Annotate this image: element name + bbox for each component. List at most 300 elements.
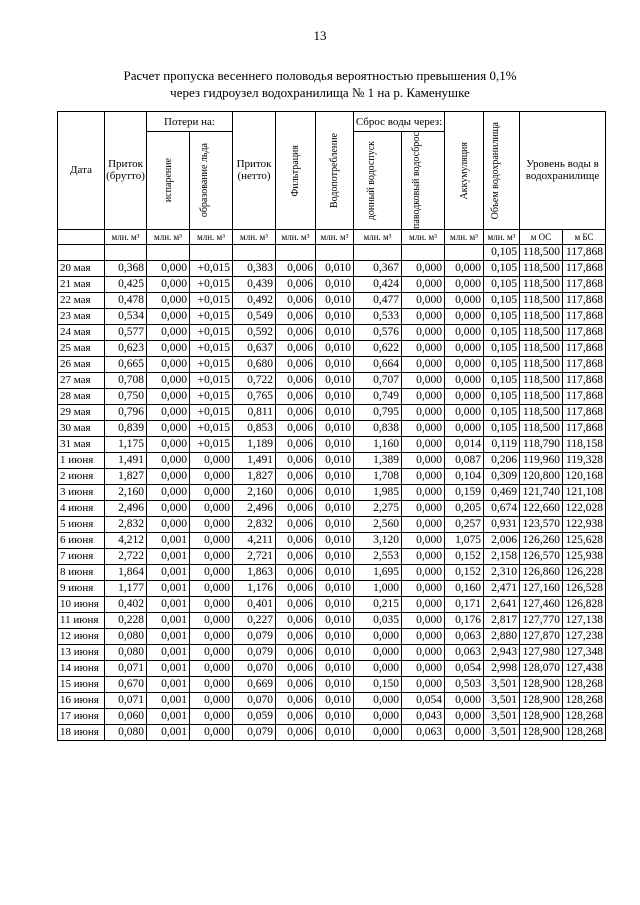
table-cell: 117,868 — [563, 260, 606, 276]
table-cell: 0,796 — [105, 404, 147, 420]
table-cell: 0,000 — [402, 404, 445, 420]
table-cell: 0,503 — [445, 676, 484, 692]
table-cell: 0,000 — [190, 676, 233, 692]
table-cell: 127,460 — [520, 596, 563, 612]
table-row — [58, 676, 606, 692]
table-cell: 0,000 — [402, 660, 445, 676]
table-cell: 118,500 — [520, 420, 563, 436]
table-cell: 0,549 — [233, 308, 276, 324]
table-cell: 0,006 — [276, 340, 316, 356]
table-cell: +0,015 — [190, 436, 233, 452]
table-cell: 0,080 — [105, 644, 147, 660]
table-cell — [190, 244, 233, 260]
table-cell: 0,006 — [276, 548, 316, 564]
header-discharge: Сброс воды через: — [354, 112, 445, 132]
table-cell: 0,000 — [190, 660, 233, 676]
table-cell: 0,000 — [402, 612, 445, 628]
table-cell: 0,006 — [276, 532, 316, 548]
table-cell: 0,035 — [354, 612, 402, 628]
table-cell: 0,105 — [484, 420, 520, 436]
table-cell: 0,000 — [445, 308, 484, 324]
header-bottom-outlet — [354, 132, 402, 230]
table-cell: 0,000 — [147, 276, 190, 292]
table-row — [58, 660, 606, 676]
table-cell: 1,160 — [354, 436, 402, 452]
table-row — [58, 292, 606, 308]
table-cell: 0,206 — [484, 452, 520, 468]
table-cell: 0,367 — [354, 260, 402, 276]
table-cell: 0,010 — [316, 436, 354, 452]
table-cell: +0,015 — [190, 260, 233, 276]
table-cell: 2,721 — [233, 548, 276, 564]
table-cell: 0,105 — [484, 292, 520, 308]
table-cell: 0,577 — [105, 324, 147, 340]
date-cell: 29 мая — [58, 404, 105, 420]
table-cell: 0,402 — [105, 596, 147, 612]
table-cell: 128,268 — [563, 708, 606, 724]
table-cell: 2,496 — [233, 500, 276, 516]
table-row — [58, 356, 606, 372]
table-cell: 0,707 — [354, 372, 402, 388]
table-cell: 1,708 — [354, 468, 402, 484]
units-cell: млн. м³ — [276, 229, 316, 244]
table-cell: 4,211 — [233, 532, 276, 548]
header-ice-formation — [190, 132, 233, 230]
table-cell: 0,071 — [105, 692, 147, 708]
table-cell: 0,469 — [484, 484, 520, 500]
table-cell: 0,001 — [147, 612, 190, 628]
table-cell: 0,000 — [147, 356, 190, 372]
table-cell: 0,000 — [402, 276, 445, 292]
table-cell: 0,000 — [147, 468, 190, 484]
table-cell: 128,900 — [520, 692, 563, 708]
header-volume — [484, 112, 520, 230]
table-cell: 0,001 — [147, 532, 190, 548]
table-cell: 0,000 — [190, 516, 233, 532]
table-row — [58, 500, 606, 516]
table-cell: 2,641 — [484, 596, 520, 612]
table-cell — [58, 244, 105, 260]
table-cell: 0,669 — [233, 676, 276, 692]
table-cell: 0,060 — [105, 708, 147, 724]
table-cell: 118,790 — [520, 436, 563, 452]
table-cell: 0,665 — [105, 356, 147, 372]
table-cell: 0,000 — [402, 484, 445, 500]
date-cell: 21 мая — [58, 276, 105, 292]
table-cell: 0,708 — [105, 372, 147, 388]
table-cell: 2,722 — [105, 548, 147, 564]
table-cell: 0,853 — [233, 420, 276, 436]
table-cell: 0,000 — [190, 644, 233, 660]
table-row — [58, 276, 606, 292]
table-cell: 0,000 — [190, 628, 233, 644]
table-cell: 0,623 — [105, 340, 147, 356]
table-cell: 0,010 — [316, 660, 354, 676]
units-cell: млн. м³ — [190, 229, 233, 244]
table-cell: 2,943 — [484, 644, 520, 660]
table-cell: 0,080 — [105, 724, 147, 740]
table-cell: 1,695 — [354, 564, 402, 580]
header-bottom-outlet-text: донный водоспуск — [365, 140, 377, 221]
table-cell: +0,015 — [190, 324, 233, 340]
table-cell: 128,268 — [563, 692, 606, 708]
table-cell: 3,501 — [484, 676, 520, 692]
table-cell: 0,001 — [147, 660, 190, 676]
table-cell: 1,985 — [354, 484, 402, 500]
date-cell: 12 июня — [58, 628, 105, 644]
table-cell: 0,010 — [316, 644, 354, 660]
table-cell: 0,006 — [276, 372, 316, 388]
header-flood-spillway — [402, 132, 445, 230]
header-filtration-text: Фильтрация — [290, 144, 301, 197]
table-cell: 0,159 — [445, 484, 484, 500]
initial-level-bs: 117,868 — [563, 244, 606, 260]
table-cell: 118,500 — [520, 388, 563, 404]
table-cell: 117,868 — [563, 292, 606, 308]
table-cell: 126,570 — [520, 548, 563, 564]
table-cell: 121,108 — [563, 484, 606, 500]
units-cell: млн. м³ — [316, 229, 354, 244]
table-cell: 0,000 — [147, 340, 190, 356]
table-cell: 0,000 — [402, 628, 445, 644]
table-cell: 0,006 — [276, 468, 316, 484]
initial-level-os: 118,500 — [520, 244, 563, 260]
table-cell: 0,105 — [484, 356, 520, 372]
table-cell: 0,006 — [276, 324, 316, 340]
date-cell: 28 мая — [58, 388, 105, 404]
table-cell: 0,010 — [316, 420, 354, 436]
table-cell: 0,010 — [316, 564, 354, 580]
date-cell: 4 июня — [58, 500, 105, 516]
table-cell: 0,006 — [276, 436, 316, 452]
units-cell: млн. м³ — [233, 229, 276, 244]
table-row — [58, 436, 606, 452]
table-cell: 1,176 — [233, 580, 276, 596]
table-cell: 0,000 — [147, 500, 190, 516]
table-cell: 120,168 — [563, 468, 606, 484]
table-cell: 0,000 — [402, 548, 445, 564]
table-cell: 2,160 — [233, 484, 276, 500]
table-cell: 0,765 — [233, 388, 276, 404]
table-cell: 0,006 — [276, 516, 316, 532]
table-cell: 0,006 — [276, 260, 316, 276]
table-cell: 0,000 — [147, 404, 190, 420]
table-cell: 117,868 — [563, 404, 606, 420]
table-cell: 0,000 — [402, 516, 445, 532]
table-cell — [316, 244, 354, 260]
date-cell: 30 мая — [58, 420, 105, 436]
table-cell: 0,592 — [233, 324, 276, 340]
date-cell: 18 июня — [58, 724, 105, 740]
table-cell: +0,015 — [190, 356, 233, 372]
table-cell: +0,015 — [190, 276, 233, 292]
table-row — [58, 388, 606, 404]
table-cell: 0,001 — [147, 580, 190, 596]
table-cell: 0,063 — [445, 628, 484, 644]
date-cell: 16 июня — [58, 692, 105, 708]
table-cell: 0,000 — [354, 628, 402, 644]
table-cell: 0,006 — [276, 276, 316, 292]
table-cell: 126,528 — [563, 580, 606, 596]
table-cell: 0,006 — [276, 628, 316, 644]
header-ice-formation-text: образование льда — [199, 143, 210, 218]
date-cell: 10 июня — [58, 596, 105, 612]
table-cell: 0,105 — [484, 404, 520, 420]
table-cell: 1,189 — [233, 436, 276, 452]
table-cell: 0,000 — [147, 516, 190, 532]
table-cell: 0,000 — [445, 292, 484, 308]
table-cell — [233, 244, 276, 260]
table-cell: 127,348 — [563, 644, 606, 660]
table-cell: 0,000 — [354, 660, 402, 676]
header-date: Дата — [58, 112, 105, 230]
table-cell: 1,827 — [105, 468, 147, 484]
table-cell: 0,054 — [445, 660, 484, 676]
table-cell: +0,015 — [190, 404, 233, 420]
table-cell: 0,000 — [445, 340, 484, 356]
table-cell: 0,368 — [105, 260, 147, 276]
table-cell: 0,006 — [276, 612, 316, 628]
table-cell: 0,000 — [445, 692, 484, 708]
units-cell: м ОС — [520, 229, 563, 244]
table-cell: 127,980 — [520, 644, 563, 660]
initial-state-row — [58, 244, 606, 260]
table-row — [58, 452, 606, 468]
table-cell — [354, 244, 402, 260]
header-volume-text: Объем водохранилища — [489, 121, 501, 220]
table-cell: 122,660 — [520, 500, 563, 516]
table-cell: 117,868 — [563, 340, 606, 356]
table-cell: 0,006 — [276, 500, 316, 516]
table-cell: 0,000 — [402, 356, 445, 372]
table-cell: +0,015 — [190, 372, 233, 388]
table-cell: 0,063 — [445, 644, 484, 660]
table-cell: 0,000 — [354, 724, 402, 740]
table-cell: 0,637 — [233, 340, 276, 356]
table-cell: 1,175 — [105, 436, 147, 452]
table-cell: 0,006 — [276, 580, 316, 596]
table-cell: 2,560 — [354, 516, 402, 532]
page-number: 13 — [313, 28, 327, 43]
table-cell: 0,160 — [445, 580, 484, 596]
table-cell: 0,105 — [484, 308, 520, 324]
table-row — [58, 692, 606, 708]
table-cell: 128,070 — [520, 660, 563, 676]
table-cell: 0,006 — [276, 292, 316, 308]
table-cell: 0,000 — [445, 404, 484, 420]
table-cell: 0,000 — [190, 612, 233, 628]
table-cell: 0,478 — [105, 292, 147, 308]
table-cell: 0,001 — [147, 596, 190, 612]
table-cell: 0,105 — [484, 276, 520, 292]
table-cell: +0,015 — [190, 388, 233, 404]
table-cell: 2,006 — [484, 532, 520, 548]
table-cell: 0,622 — [354, 340, 402, 356]
table-cell: 0,010 — [316, 596, 354, 612]
table-cell: 0,010 — [316, 500, 354, 516]
table-cell: 0,722 — [233, 372, 276, 388]
table-cell: 0,000 — [147, 388, 190, 404]
table-cell: 0,670 — [105, 676, 147, 692]
table-cell: 0,010 — [316, 388, 354, 404]
table-cell: 0,000 — [147, 308, 190, 324]
table-cell: 0,079 — [233, 628, 276, 644]
table-cell: 122,028 — [563, 500, 606, 516]
table-cell: 3,501 — [484, 724, 520, 740]
table-row — [58, 340, 606, 356]
date-cell: 22 мая — [58, 292, 105, 308]
table-cell: 125,938 — [563, 548, 606, 564]
table-cell — [147, 244, 190, 260]
table-cell: 0,680 — [233, 356, 276, 372]
table-cell: 0,014 — [445, 436, 484, 452]
table-cell: 0,010 — [316, 532, 354, 548]
table-cell: 4,212 — [105, 532, 147, 548]
table-cell: 0,000 — [402, 580, 445, 596]
table-cell: 0,000 — [402, 324, 445, 340]
table-cell: 118,500 — [520, 324, 563, 340]
table-cell: 1,075 — [445, 532, 484, 548]
title-line-2: через гидроузел водохранилища № 1 на р. Каменушке — [170, 85, 470, 100]
table-cell: 0,010 — [316, 452, 354, 468]
table-cell: 122,938 — [563, 516, 606, 532]
table-row — [58, 372, 606, 388]
table-row — [58, 708, 606, 724]
table-row — [58, 644, 606, 660]
date-cell: 9 июня — [58, 580, 105, 596]
table-cell: 0,000 — [190, 452, 233, 468]
table-cell: 0,000 — [402, 596, 445, 612]
table-cell: 0,534 — [105, 308, 147, 324]
header-flood-spillway-text: паводковый водосброс — [411, 132, 422, 229]
date-cell: 26 мая — [58, 356, 105, 372]
table-cell: 0,000 — [147, 484, 190, 500]
table-cell: 0,000 — [402, 564, 445, 580]
table-cell: 0,750 — [105, 388, 147, 404]
table-cell: 0,079 — [233, 724, 276, 740]
table-cell: 126,260 — [520, 532, 563, 548]
table-cell: 127,238 — [563, 628, 606, 644]
date-cell: 2 июня — [58, 468, 105, 484]
table-cell: 128,268 — [563, 724, 606, 740]
table-row — [58, 516, 606, 532]
table-cell: 0,576 — [354, 324, 402, 340]
date-cell: 15 июня — [58, 676, 105, 692]
table-cell: 117,868 — [563, 372, 606, 388]
table-cell: 0,010 — [316, 580, 354, 596]
header-evaporation — [147, 132, 190, 230]
table-cell: 0,839 — [105, 420, 147, 436]
table-cell: 0,257 — [445, 516, 484, 532]
table-cell: 0,424 — [354, 276, 402, 292]
table-cell: 126,228 — [563, 564, 606, 580]
table-cell: 0,087 — [445, 452, 484, 468]
table-cell: 118,500 — [520, 340, 563, 356]
table-cell: 0,795 — [354, 404, 402, 420]
table-cell: 0,439 — [233, 276, 276, 292]
table-cell: 0,010 — [316, 292, 354, 308]
table-cell: 0,811 — [233, 404, 276, 420]
table-cell: 0,105 — [484, 260, 520, 276]
table-cell: 0,063 — [402, 724, 445, 740]
table-cell: 0,176 — [445, 612, 484, 628]
table-cell: 0,000 — [354, 692, 402, 708]
date-cell: 5 июня — [58, 516, 105, 532]
date-cell: 24 мая — [58, 324, 105, 340]
table-cell: 2,275 — [354, 500, 402, 516]
table-cell: 1,389 — [354, 452, 402, 468]
date-cell: 27 мая — [58, 372, 105, 388]
table-cell: 0,533 — [354, 308, 402, 324]
table-cell: 0,006 — [276, 484, 316, 500]
table-cell: 2,160 — [105, 484, 147, 500]
table-cell: 127,870 — [520, 628, 563, 644]
table-cell: 0,171 — [445, 596, 484, 612]
table-cell: 0,006 — [276, 676, 316, 692]
table-row — [58, 420, 606, 436]
table-cell: 0,477 — [354, 292, 402, 308]
table-cell: 1,000 — [354, 580, 402, 596]
date-cell: 13 июня — [58, 644, 105, 660]
table-cell: 0,000 — [147, 436, 190, 452]
table-cell: 0,070 — [233, 660, 276, 676]
table-cell: 0,000 — [190, 580, 233, 596]
units-cell-date — [58, 229, 105, 244]
table-cell: 0,000 — [402, 340, 445, 356]
header-water-level: Уровень воды в водохранилище — [520, 112, 606, 230]
table-cell: 0,000 — [354, 644, 402, 660]
table-cell: 0,000 — [147, 324, 190, 340]
header-accumulation-text: Аккумуляция — [458, 141, 470, 200]
table-cell: 0,001 — [147, 692, 190, 708]
date-cell: 3 июня — [58, 484, 105, 500]
table-cell: 0,227 — [233, 612, 276, 628]
table-cell: 0,010 — [316, 468, 354, 484]
date-cell: 8 июня — [58, 564, 105, 580]
table-cell: 0,071 — [105, 660, 147, 676]
table-cell — [105, 244, 147, 260]
units-cell: млн. м³ — [354, 229, 402, 244]
date-cell: 7 июня — [58, 548, 105, 564]
table-cell: 0,215 — [354, 596, 402, 612]
table-cell: 0,000 — [147, 420, 190, 436]
units-cell: млн. м³ — [105, 229, 147, 244]
table-cell: 0,000 — [190, 548, 233, 564]
table-cell: 0,010 — [316, 356, 354, 372]
table-cell: 0,000 — [190, 468, 233, 484]
table-cell: 0,000 — [402, 532, 445, 548]
table-cell: 117,868 — [563, 388, 606, 404]
table-cell: 0,000 — [402, 436, 445, 452]
units-cell: м БС — [563, 229, 606, 244]
table-cell: 0,010 — [316, 260, 354, 276]
table-cell: 117,868 — [563, 324, 606, 340]
table-cell: 0,119 — [484, 436, 520, 452]
table-row — [58, 260, 606, 276]
table-cell: 0,059 — [233, 708, 276, 724]
table-cell: 2,998 — [484, 660, 520, 676]
table-cell: 0,000 — [402, 452, 445, 468]
date-cell: 14 июня — [58, 660, 105, 676]
table-cell: 2,817 — [484, 612, 520, 628]
table-cell: 117,868 — [563, 276, 606, 292]
table-cell: 0,001 — [147, 676, 190, 692]
table-cell: 128,900 — [520, 724, 563, 740]
table-cell: 0,931 — [484, 516, 520, 532]
table-cell: 2,880 — [484, 628, 520, 644]
table-cell: 2,832 — [233, 516, 276, 532]
table-cell: 0,000 — [402, 292, 445, 308]
